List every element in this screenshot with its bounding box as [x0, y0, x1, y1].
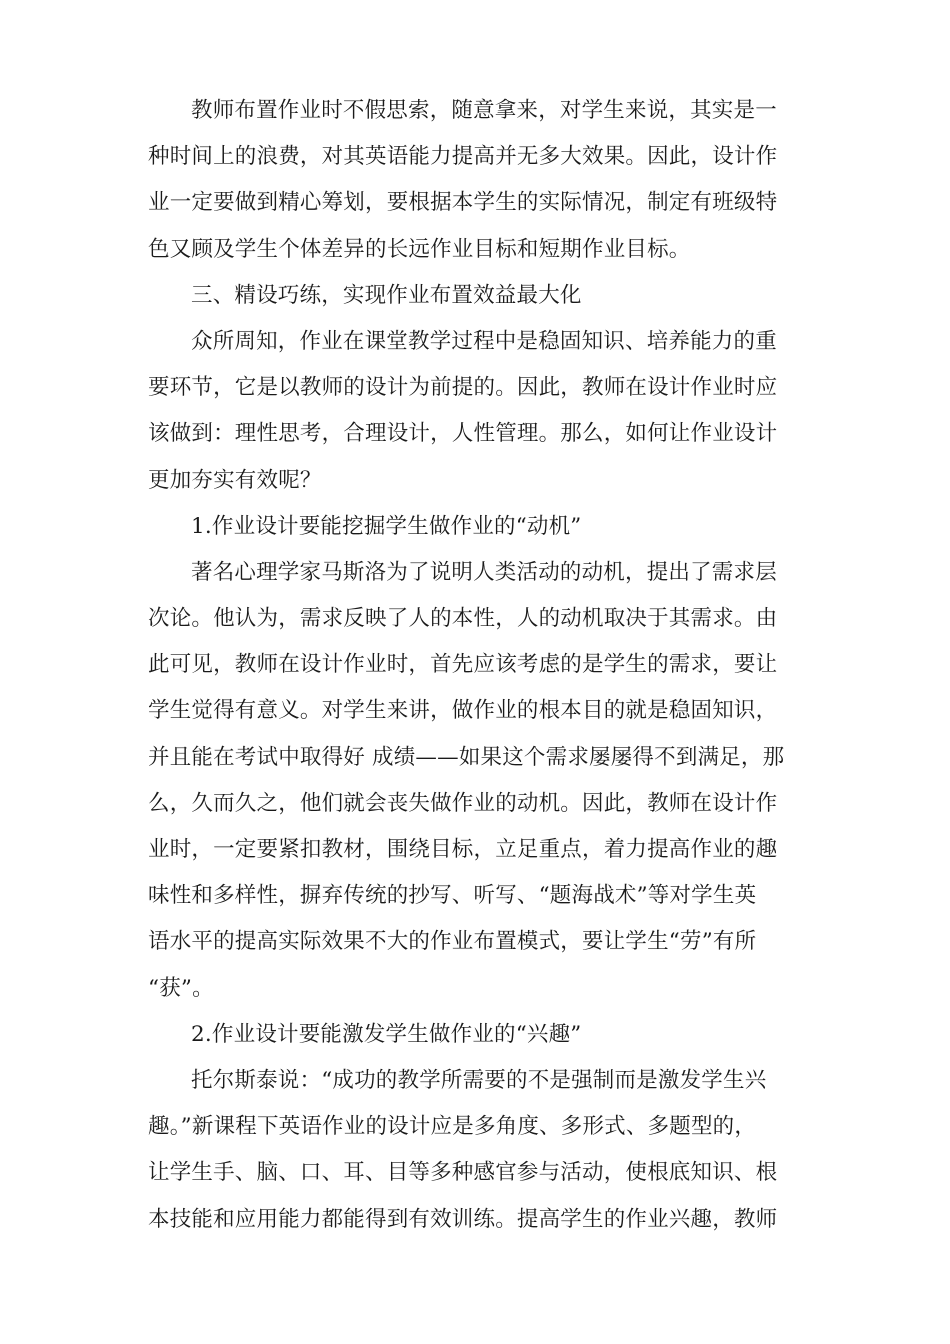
text-line: 种时间上的浪费，对其英语能力提高并无多大效果。因此，设计作	[148, 144, 778, 170]
text-line: 更加夯实有效呢？	[148, 467, 322, 493]
text-line: 三、精设巧练，实现作业布置效益最大化	[191, 282, 582, 308]
text-line: 此可见，教师在设计作业时，首先应该考虑的是学生的需求，要让	[148, 652, 778, 678]
text-line: 让学生手、脑、口、耳、目等多种感官参与活动，使根底知识、根	[148, 1160, 778, 1186]
document-body	[148, 88, 808, 1243]
text-line: 学生觉得有意义。对学生来讲，做作业的根本目的就是稳固知识，	[148, 698, 778, 724]
text-line: 著名心理学家马斯洛为了说明人类活动的动机，提出了需求层	[191, 559, 777, 585]
text-line: 味性和多样性，摒弃传统的抄写、听写、“题海战术”等对学生英	[148, 883, 757, 909]
text-line: 要环节，它是以教师的设计为前提的。因此，教师在设计作业时应	[148, 375, 778, 401]
text-line: 托尔斯泰说：“成功的教学所需要的不是强制而是激发学生兴	[191, 1067, 767, 1093]
text-line: 次论。他认为，需求反映了人的本性，人的动机取决于其需求。由	[148, 606, 778, 632]
text-line: “获”。	[148, 975, 214, 1001]
text-line: 业一定要做到精心筹划，要根据本学生的实际情况，制定有班级特	[148, 190, 778, 216]
text-line: 该做到：理性思考，合理设计，人性管理。那么，如何让作业设计	[148, 421, 778, 447]
text-line: 并且能在考试中取得好 成绩——如果这个需求屡屡得不到满足，那	[148, 744, 785, 770]
text-line: 趣。”新课程下英语作业的设计应是多角度、多形式、多题型的，	[148, 1114, 757, 1140]
text-line: 本技能和应用能力都能得到有效训练。提高学生的作业兴趣，教师	[148, 1206, 778, 1232]
text-line: 众所周知，作业在课堂教学过程中是稳固知识、培养能力的重	[191, 328, 777, 354]
text-line: 教师布置作业时不假思索，随意拿来，对学生来说，其实是一	[191, 98, 777, 123]
text-line: 业时，一定要紧扣教材，围绕目标，立足重点，着力提高作业的趣	[148, 837, 778, 862]
text-line: 语水平的提高实际效果不大的作业布置模式，要让学生“劳”有所	[148, 929, 757, 955]
text-line: 色又顾及学生个体差异的长远作业目标和短期作业目标。	[148, 236, 691, 262]
text-line: 2.作业设计要能激发学生做作业的“兴趣”	[191, 1021, 582, 1047]
text-line: 1.作业设计要能挖掘学生做作业的“动机”	[191, 513, 582, 539]
text-line: 么，久而久之，他们就会丧失做作业的动机。因此，教师在设计作	[148, 790, 778, 816]
